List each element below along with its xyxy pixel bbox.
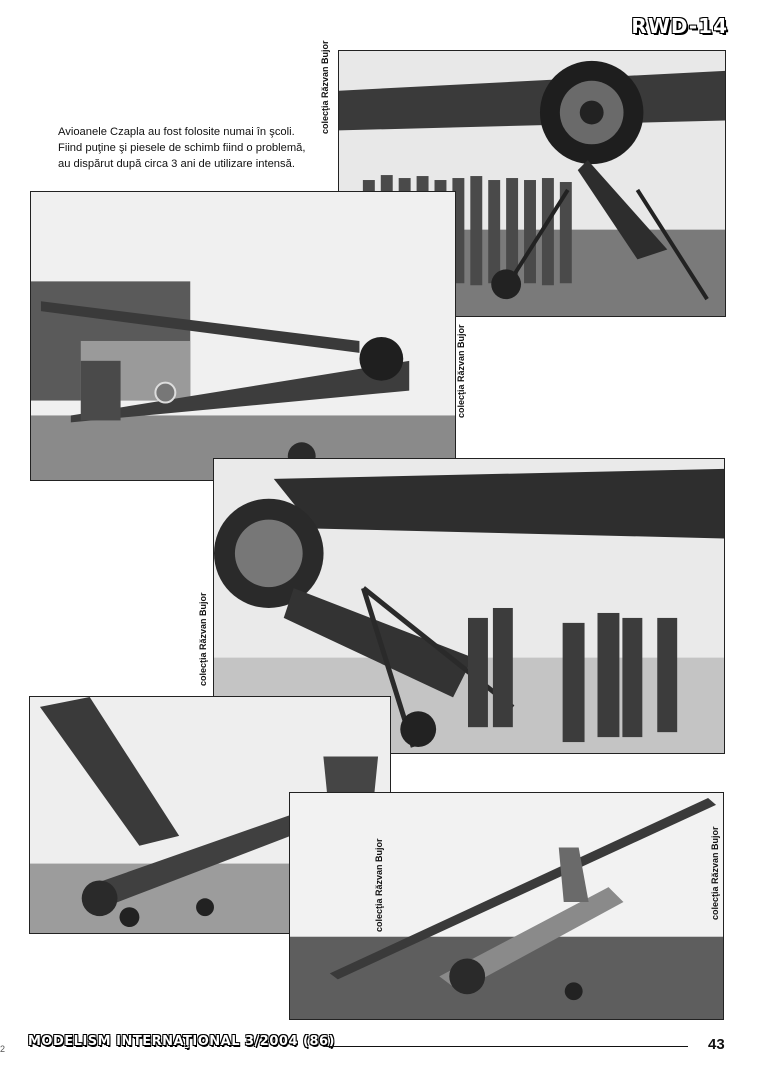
photo-credit: colecţia Răzvan Bujor (320, 40, 330, 134)
page-number: 43 (708, 1036, 725, 1053)
photo-credit: colecţia Răzvan Bujor (374, 838, 384, 932)
photo-aircraft-hangar (30, 191, 456, 481)
photo-credit: colecţia Răzvan Bujor (710, 826, 720, 920)
photo-credit: colecţia Răzvan Bujor (456, 324, 466, 418)
photo-credit: colecţia Răzvan Bujor (198, 592, 208, 686)
footer-rule (326, 1046, 688, 1047)
intro-caption (58, 124, 318, 172)
magazine-footer: MODELISM INTERNAŢIONAL 3/2004 (86) (28, 1034, 335, 1049)
intro-line: au dispărut după circa 3 ani de utilizare intensă. (58, 158, 295, 170)
photo-aircraft-wing-ground (289, 792, 724, 1020)
section-title: RWD-14 (631, 14, 728, 38)
edge-mark: 2 (0, 1044, 6, 1054)
intro-line: Fiind puţine şi piesele de schimb fiind o problemă, (58, 142, 306, 154)
intro-line: Avioanele Czapla au fost folosite numai în şcoli. (58, 126, 295, 138)
